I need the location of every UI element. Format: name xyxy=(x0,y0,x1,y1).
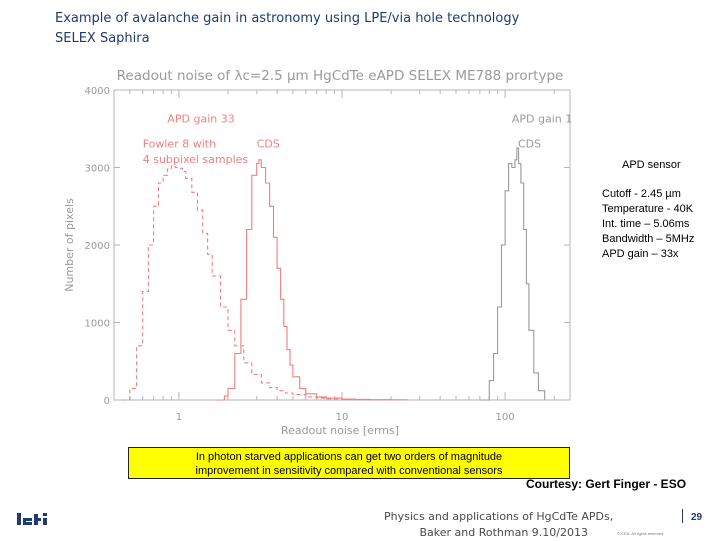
series-layer xyxy=(122,148,544,400)
series-line xyxy=(217,160,407,400)
page-number: 29 xyxy=(691,512,703,523)
y-axis-label: Number of pixels xyxy=(63,198,76,292)
slide-title-line-2: SELEX Saphira xyxy=(55,31,150,46)
leti-logo xyxy=(16,510,52,530)
chart-annotation: APD gain 33 xyxy=(167,112,235,126)
footer-line-1: Physics and applications of HgCdTe APDs, xyxy=(384,510,614,523)
annotation-layer xyxy=(143,113,573,166)
callout-line-2: improvement in sensitivity compared with conventional sensors xyxy=(195,465,503,477)
apd-sensor-specs xyxy=(602,187,694,262)
y-tick-label: 3000 xyxy=(84,163,110,175)
readout-noise-chart xyxy=(60,62,580,447)
spec-bandwidth: Bandwidth – 5MHz xyxy=(602,233,695,245)
spec-cutoff: Cutoff - 2.45 µm xyxy=(602,188,681,200)
apd-sensor-heading: APD sensor xyxy=(622,159,681,171)
footer-divider xyxy=(682,509,683,523)
chart-annotation: 4 subpixel samples xyxy=(142,152,249,166)
footer-citation xyxy=(384,509,614,541)
chart-title: Readout noise of λc=2.5 µm HgCdTe eAPD SELEX ME788 prortype xyxy=(116,68,564,84)
chart-annotation: CDS xyxy=(256,137,280,151)
sensitivity-callout xyxy=(128,447,570,479)
series-line xyxy=(480,148,545,400)
y-tick-label: 2000 xyxy=(84,241,110,252)
y-tick-label: 4000 xyxy=(84,86,110,97)
x-tick-label: 100 xyxy=(495,412,515,423)
x-tick-label: 1 xyxy=(175,412,183,423)
chart-annotation: CDS xyxy=(518,137,542,151)
courtesy-credit: Courtesy: Gert Finger - ESO xyxy=(526,477,687,491)
spec-temperature: Temperature - 40K xyxy=(602,203,694,215)
x-tick-label: 10 xyxy=(335,412,349,423)
slide-title-line-1: Example of avalanche gain in astronomy using LPE/via hole technology xyxy=(55,11,520,26)
copyright-notice: © CEA. All rights reserved xyxy=(617,531,664,536)
x-axis-label: Readout noise [erms] xyxy=(280,424,400,437)
slide-title xyxy=(55,9,519,49)
spec-integration-time: Int. time – 5.06ms xyxy=(602,218,690,230)
chart-annotation: Fowler 8 with xyxy=(142,137,217,151)
chart-annotation: APD gain 1 xyxy=(511,112,573,126)
footer-line-2: Baker and Rothman 9.10/2013 xyxy=(419,526,588,539)
spec-apd-gain: APD gain – 33x xyxy=(602,248,679,260)
y-tick-label: 1000 xyxy=(84,318,110,330)
y-tick-label: 0 xyxy=(103,396,110,407)
callout-line-1: In photon starved applications can get two orders of magnitude xyxy=(195,451,503,463)
